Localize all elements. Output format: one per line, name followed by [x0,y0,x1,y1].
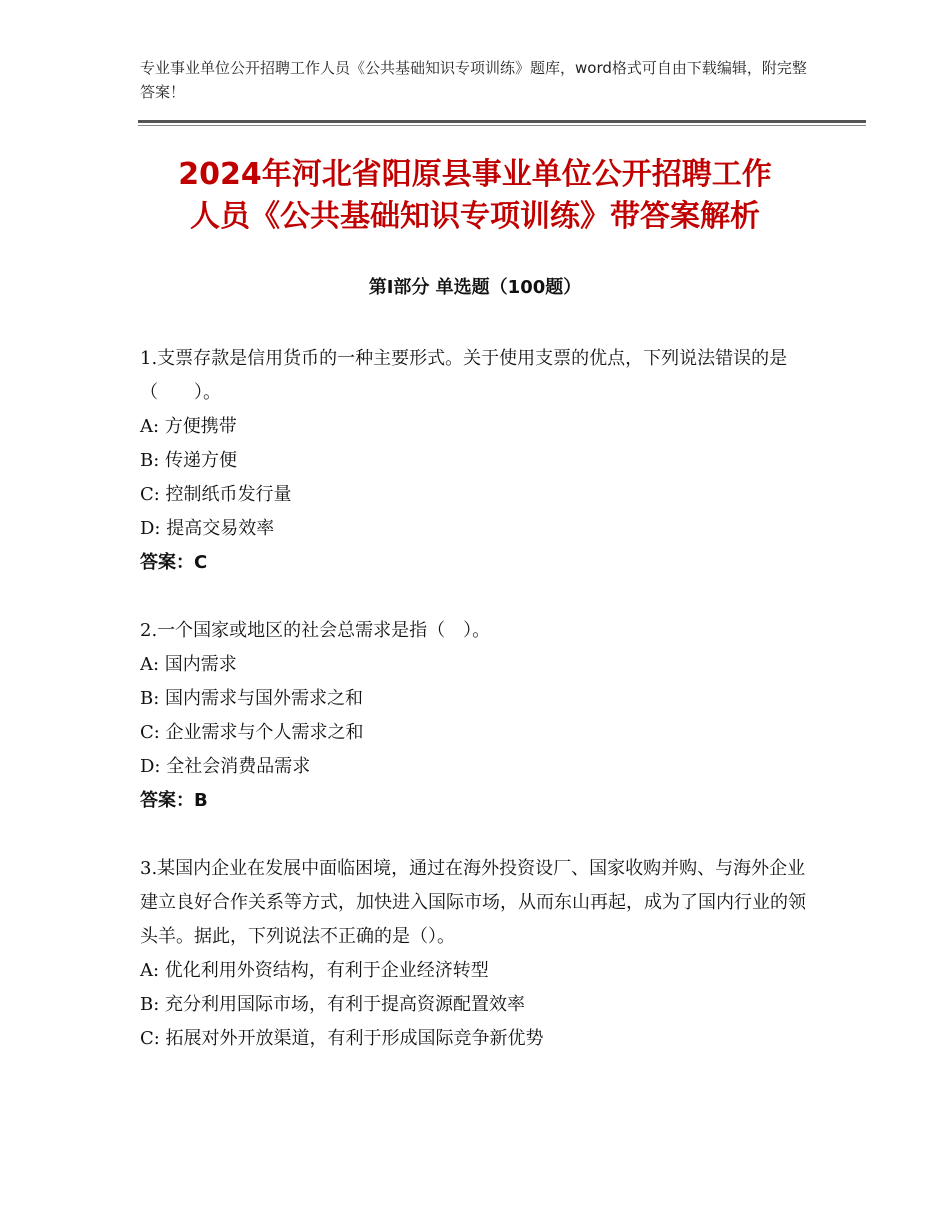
option-c: C: 企业需求与个人需求之和 [140,722,364,743]
header-divider-thin [138,125,866,126]
question-1 [140,342,810,580]
question-stem: 1.支票存款是信用货币的一种主要形式。关于使用支票的优点，下列说法错误的是（ ）。 [140,348,788,403]
question-list [140,342,810,1090]
question-stem: 2.一个国家或地区的社会总需求是指（ ）。 [140,620,491,641]
document-title [100,154,850,238]
option-d: D: 全社会消费品需求 [140,756,311,777]
header-note: 专业事业单位公开招聘工作人员《公共基础知识专项训练》题库，word格式可自由下载编辑，附完整答案！ [140,59,807,101]
document-title-line-1: 2024年河北省阳原县事业单位公开招聘工作 [178,157,772,192]
option-c: C: 控制纸币发行量 [140,484,292,505]
option-b: B: 传递方便 [140,450,238,471]
option-a: A: 国内需求 [140,654,237,675]
question-2 [140,614,810,818]
question-3 [140,852,810,1056]
question-stem: 3.某国内企业在发展中面临困境，通过在海外投资设厂、国家收购并购、与海外企业建立良好合作关系等方式，加快进入国际市场，从而东山再起，成为了国内行业的领头羊。据此，下列说法不正确的是（）。 [140,858,806,947]
header-divider-thick [138,120,866,123]
document-title-line-2: 人员《公共基础知识专项训练》带答案解析 [190,199,760,234]
answer-line: 答案：C [140,552,208,573]
option-a: A: 方便携带 [140,416,237,437]
option-c: C: 拓展对外开放渠道，有利于形成国际竞争新优势 [140,1028,544,1049]
option-d: D: 提高交易效率 [140,518,275,539]
option-b: B: 国内需求与国外需求之和 [140,688,364,709]
option-b: B: 充分利用国际市场，有利于提高资源配置效率 [140,994,526,1015]
section-heading: 第Ⅰ部分 单选题（100题） [368,277,582,298]
option-a: A: 优化利用外资结构，有利于企业经济转型 [140,960,489,981]
answer-line: 答案：B [140,790,208,811]
